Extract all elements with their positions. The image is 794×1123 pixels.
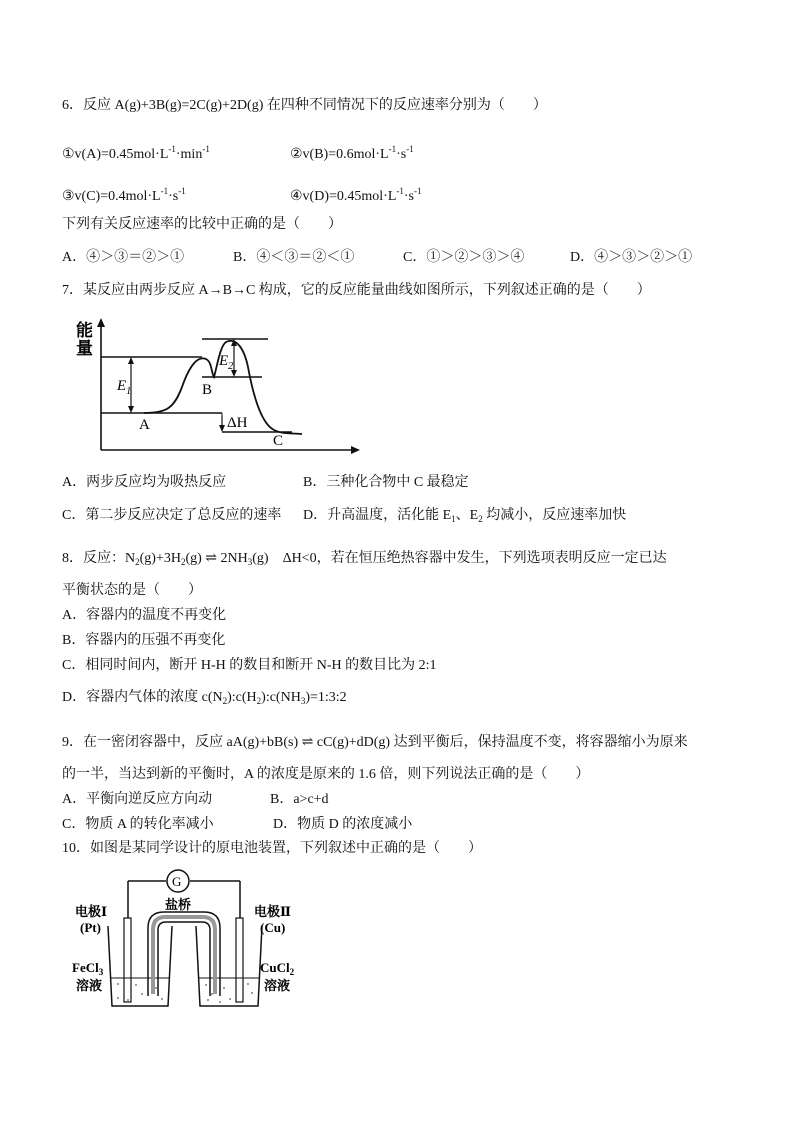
point-a-label: A (139, 417, 150, 433)
e2-label: $E_2$ (219, 353, 234, 372)
left-solution-label: 溶液 (76, 978, 103, 993)
q6-rate-4: $④v(D)=0.45mol\cdot L^{-1}\cdot s^{-1}$ (290, 186, 422, 204)
q6-rate-3: $③v(C)=0.4mol\cdot L^{-1}\cdot s^{-1}$ (62, 186, 186, 204)
q6-rate-1: $①v(A)=0.45mol\cdot L^{-1}\cdot\min^{-1}$ (62, 144, 210, 162)
x-axis-arrow (351, 446, 360, 454)
q7-option-b: B．三种化合物中 C 最稳定 (303, 475, 469, 490)
energy-diagram (62, 312, 362, 460)
q6-stem: 6．反应 A(g)+3B(g)=2C(g)+2D(g) 在四种不同情况下的反应速率分别为（ ） (62, 98, 547, 113)
electrode-2-label: 电极Ⅱ (254, 904, 291, 919)
y-axis-label-2: 量 (76, 339, 93, 358)
q7-option-a: A．两步反应均为吸热反应 (62, 475, 227, 490)
electrode-2 (236, 918, 243, 1002)
electrode-2-material: (Cu) (260, 920, 286, 935)
q7-option-d: D．升高温度，活化能 $E_1$、$E_2$ 均减小，反应速率加快 (303, 508, 627, 524)
q8-stem-2: 平衡状态的是（ ） (62, 583, 202, 598)
right-solution-formula: CuCl$_2$ (260, 960, 295, 977)
salt-bridge-label: 盐桥 (165, 897, 192, 912)
electrode-1-label: 电极Ⅰ (75, 904, 108, 919)
q9-stem-2: 的一半，当达到新的平衡时，A 的浓度是原来的 1.6 倍，则下列说法正确的是（ ） (62, 767, 590, 782)
y-axis-arrow (97, 318, 105, 327)
electrode-1 (124, 918, 131, 1002)
beaker-left (108, 926, 172, 1006)
q6-option-c: C．①＞②＞③＞④ (403, 250, 525, 265)
q8-option-b: B．容器内的压强不再变化 (62, 633, 226, 648)
q9-option-c: C．物质 A 的转化率减小 (62, 817, 214, 832)
point-c-label: C (273, 433, 284, 449)
point-b-label: B (202, 382, 213, 398)
q9-stem: 9．在一密闭容器中，反应 aA(g)+bB(s) ⇌ cC(g)+dD(g) 达到平衡后，保持温度不变，将容器缩小为原来 (62, 735, 688, 750)
q8-option-d: D．容器内气体的浓度 $c(N_2):c(H_2):c(NH_3)=1:3:2$ (62, 690, 347, 706)
q9-option-d: D．物质 D 的浓度减小 (273, 817, 413, 832)
galvanic-cell-diagram (62, 866, 332, 1022)
q9-option-a: A．平衡向逆反应方向动 (62, 792, 213, 807)
q8-option-a: A．容器内的温度不再变化 (62, 608, 227, 623)
q7-option-c: C．第二步反应决定了总反应的速率 (62, 508, 282, 523)
beaker-right (196, 926, 262, 1006)
q6-option-a: A．④＞③＝②＞① (62, 250, 185, 265)
q6-option-d: D．④＞③＞②＞① (570, 250, 693, 265)
electrode-1-material: (Pt) (80, 920, 101, 935)
q8-stem: 8．反应：$N_2(g)+3H_2(g)$ ⇌ $2NH_3(g)$ ΔH<0，若在恒压绝热容器中发生，下列选项表明反应一定已达 (62, 551, 667, 567)
galvanometer-label: G (172, 874, 182, 889)
q6-option-b: B．④＜③＝②＜① (233, 250, 355, 265)
salt-bridge-inner (158, 922, 210, 996)
dh-label: ΔH (227, 415, 248, 431)
q8-option-c: C．相同时间内，断开 H-H 的数目和断开 N-H 的数目比为 2:1 (62, 658, 437, 673)
left-solution-formula: FeCl$_3$ (72, 960, 104, 977)
q6-rate-2: $②v(B)=0.6mol\cdot L^{-1}\cdot s^{-1}$ (290, 144, 414, 162)
e1-label: $E_1$ (117, 378, 132, 397)
q9-option-b: B．a>c+d (270, 792, 329, 807)
right-solution-label: 溶液 (264, 978, 291, 993)
q10-stem: 10．如图是某同学设计的原电池装置，下列叙述中正确的是（ ） (62, 841, 482, 856)
q6-ask: 下列有关反应速率的比较中正确的是（ ） (62, 217, 342, 232)
q7-stem: 7．某反应由两步反应 A→B→C 构成，它的反应能量曲线如图所示，下列叙述正确的是（ ） (62, 283, 651, 298)
y-axis-label-1: 能 (76, 321, 93, 340)
